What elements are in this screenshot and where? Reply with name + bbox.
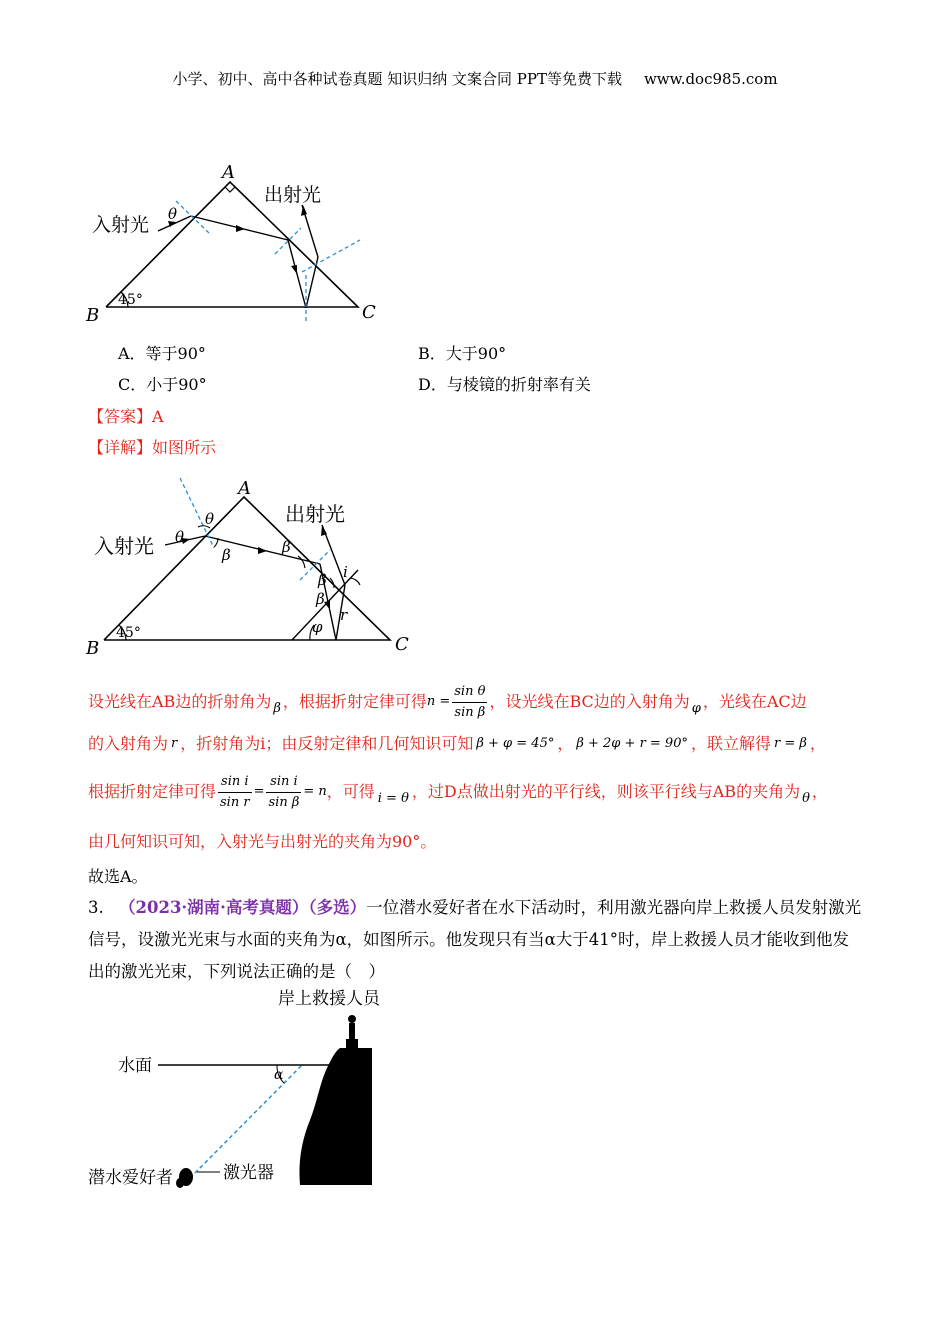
solution-l1b: ，根据折射定律可得: [282, 692, 427, 711]
solution-l3d: ，: [811, 782, 828, 801]
solution-l1a: 设光线在AB边的折射角为: [88, 692, 272, 711]
solution-l3b: ，可得: [326, 782, 375, 801]
fig1-label-B: B: [86, 305, 100, 326]
solution-eq-n: = n: [303, 784, 327, 799]
fig2-beta-2: β: [282, 538, 291, 556]
q3-source: （2023·湖南·高考真题）: [119, 898, 309, 917]
option-d[interactable]: D．与棱镜的折射率有关: [418, 375, 591, 394]
frac2-num: sin i: [218, 772, 252, 793]
fig2-label-B: B: [86, 638, 100, 659]
fig3-diver-label: 潜水爱好者: [88, 1168, 173, 1188]
fraction-snell-2: [218, 772, 252, 813]
fig2-label-A: A: [238, 478, 251, 499]
q3-text-1: 一位潜水爱好者在水下活动时，利用激光器向岸上救援人员发射激光: [366, 898, 862, 917]
solution-l3a: 根据折射定律可得: [88, 782, 217, 801]
fig3-alpha: α: [274, 1067, 284, 1083]
fig2-theta-1: θ: [175, 528, 185, 546]
solution-theta: θ: [802, 791, 810, 806]
solution-eq4: i = θ: [377, 791, 409, 806]
frac1-den: sin β: [454, 704, 486, 720]
fig3-laser-label: 激光器: [223, 1163, 274, 1183]
solution-l2e: ，: [809, 734, 826, 753]
solution-l2d: ，联立解得: [690, 734, 771, 753]
solution-n-eq: n =: [426, 694, 451, 709]
fraction-snell-1: [452, 682, 487, 723]
answer-label: 【答案】A: [88, 407, 164, 426]
fraction-snell-3: [266, 772, 301, 813]
fig1-incident-label: 入射光: [92, 214, 150, 236]
fig1-45: 45°: [118, 292, 143, 308]
prism-figure-1: [80, 150, 400, 330]
fig2-phi: φ: [312, 618, 323, 636]
diver-icon: [176, 1168, 193, 1188]
solution-l2a: 的入射角为: [88, 734, 169, 753]
solution-l2b: ，折射角为i；由反射定律和几何知识可知: [180, 734, 474, 753]
solution-line-3: 根据折射定律可得 $\frac{\text{sin i}}{\text{sin r}}$ = $\frac{\text{sin i}}{\text{sin β}}$ = n ，可得 i = θ ，过D点做出射光的平行线，则该平行线与AB的夹角为 θ ，: [88, 770, 828, 814]
frac2-den: sin r: [220, 794, 250, 810]
page-header: [0, 68, 950, 89]
q3-line-3: 出的激光光束，下列说法正确的是（ ）: [88, 962, 385, 981]
frac3-den: sin β: [268, 794, 300, 810]
solution-l3c: ，过D点做出射光的平行线，则该平行线与AB的夹角为: [411, 782, 801, 801]
choose-answer: 故选A。: [88, 867, 148, 886]
fig2-45: 45°: [116, 625, 141, 641]
solution-l1d: ，光线在AC边: [702, 692, 807, 711]
solution-line-4: 由几何知识可知，入射光与出射光的夹角为90°。: [88, 832, 437, 851]
solution-l1c: ，设光线在BC边的入射角为: [489, 692, 690, 711]
fig1-exit-label: 出射光: [264, 184, 322, 206]
detail-label: 【详解】如图所示: [88, 438, 217, 457]
solution-beta: β: [273, 701, 281, 716]
solution-phi: φ: [691, 701, 701, 716]
q3-number: 3.: [88, 898, 104, 917]
q3-line-1: [88, 892, 861, 924]
fig2-label-C: C: [395, 634, 409, 655]
fig1-label-C: C: [362, 302, 376, 323]
q3-multi: （多选）: [308, 898, 367, 917]
solution-eq1: β + φ = 45°: [476, 736, 555, 751]
fig2-incident-label: 入射光: [94, 534, 154, 558]
solution-l2c: ，: [557, 734, 574, 753]
rescuer-person-icon: [346, 1015, 358, 1048]
solution-line-2: [88, 732, 826, 756]
solution-line-1: [88, 682, 807, 722]
option-c[interactable]: C．小于90°: [118, 375, 207, 394]
fig2-r: r: [340, 606, 348, 624]
fig3-water-label: 水面: [118, 1056, 152, 1076]
header-text: 小学、初中、高中各种试卷真题 知识归纳 文案合同 PPT等免费下载: [172, 70, 622, 88]
prism-figure-2: [80, 470, 420, 660]
header-site: www.doc985.com: [643, 70, 778, 88]
fig2-beta-3: β: [318, 571, 327, 589]
solution-eq2: β + 2φ + r = 90°: [576, 736, 688, 751]
fig1-label-A: A: [222, 162, 235, 183]
option-a[interactable]: A．等于90°: [118, 344, 206, 363]
fig3-rescuer-label: 岸上救援人员: [278, 989, 380, 1009]
fig1-theta: θ: [168, 205, 178, 223]
option-b[interactable]: B．大于90°: [418, 344, 507, 363]
diver-figure: [80, 985, 400, 1190]
fig2-i: i: [343, 563, 348, 581]
q3-line-2: 信号，设激光光束与水面的夹角为α，如图所示。他发现只有当α大于41°时，岸上救援人员才能收到他发: [88, 930, 850, 949]
solution-eq3: r = β: [774, 736, 807, 751]
frac3-num: sin i: [266, 772, 301, 793]
frac1-num: sin θ: [452, 682, 487, 703]
fig2-beta-1: β: [222, 546, 231, 564]
fig2-exit-label: 出射光: [285, 502, 345, 526]
fig2-theta-2: θ: [205, 510, 215, 528]
solution-r: r: [171, 736, 178, 751]
fig2-beta-4: β: [316, 590, 325, 608]
